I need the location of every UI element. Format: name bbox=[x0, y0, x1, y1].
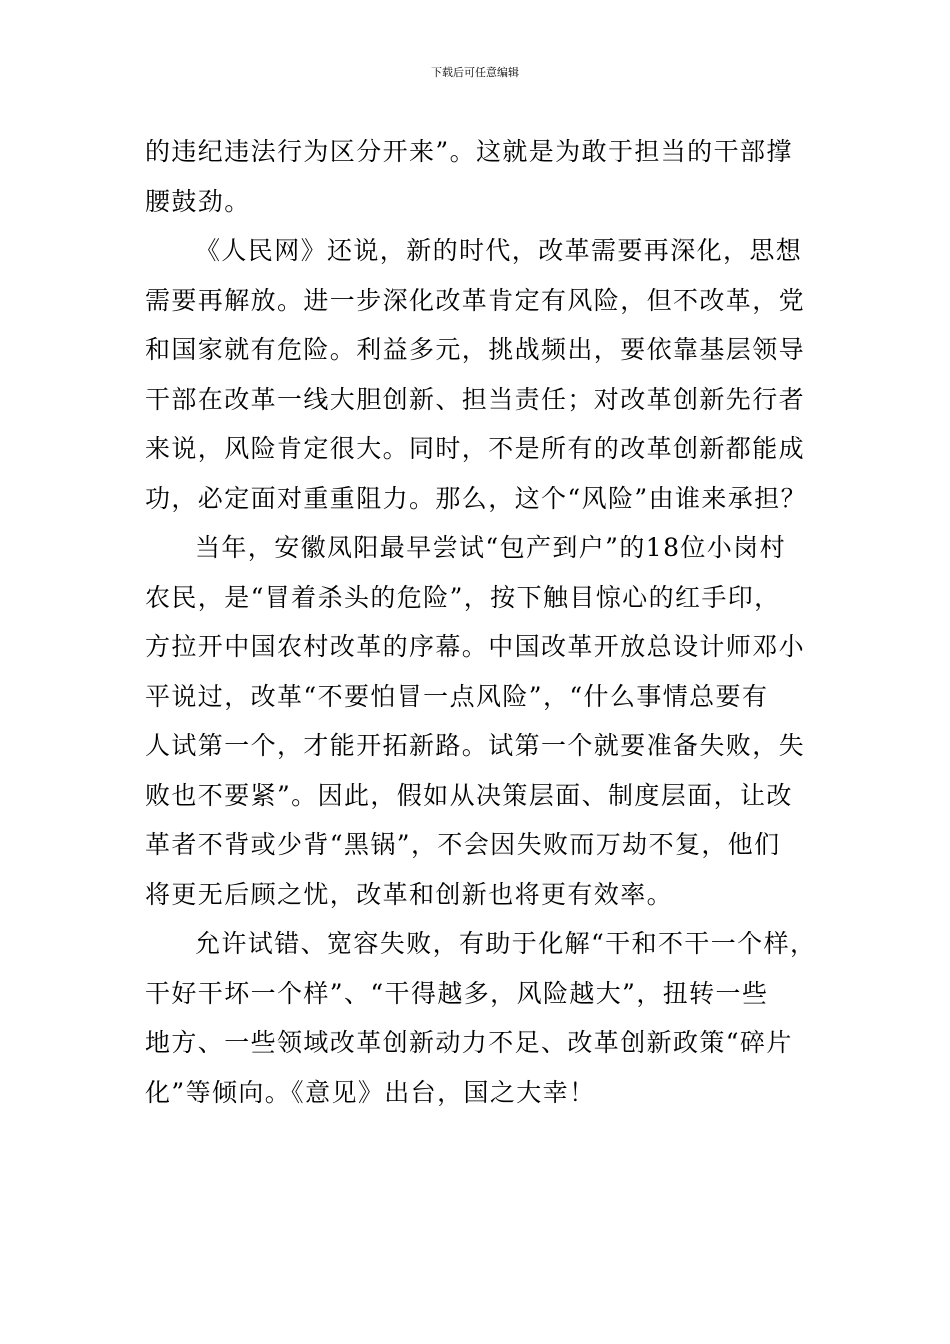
text-line: 干好干坏一个样”、“干得越多，风险越大”，扭转一些 bbox=[145, 978, 769, 1008]
text-line: 方拉开中国农村改革的序幕。中国改革开放总设计师邓小 bbox=[145, 632, 806, 661]
text-line: 的违纪违法行为区分开来”。这就是为敢于担当的干部撑 bbox=[145, 137, 793, 166]
text-line: 《人民网》还说，新的时代，改革需要再深化，思想 bbox=[195, 236, 803, 265]
body-text bbox=[145, 127, 821, 1117]
text-line: 平说过，改革“不要怕冒一点风险”，“什么事情总要有 bbox=[145, 681, 769, 711]
text-line: 功，必定面对重重阻力。那么，这个“风险”由谁来承担？ bbox=[145, 483, 807, 513]
text-line: 人试第一个，才能开拓新路。试第一个就要准备失败，失 bbox=[145, 731, 806, 760]
text-line: 地方、一些领域改革创新动力不足、改革创新政策“碎片 bbox=[145, 1028, 793, 1057]
text-line: 来说，风险肯定很大。同时，不是所有的改革创新都能成 bbox=[145, 434, 806, 463]
page-header: 下载后可任意编辑 bbox=[431, 66, 519, 79]
text-line: 化”等倾向。《意见》出台，国之大幸！ bbox=[145, 1077, 596, 1107]
text-line: 将更无后顾之忧，改革和创新也将更有效率。 bbox=[145, 879, 674, 909]
text-line: 当年，安徽凤阳最早尝试“包产到户”的18位小岗村 bbox=[195, 533, 786, 562]
text-line: 需要再解放。进一步深化改革肯定有风险，但不改革，党 bbox=[145, 285, 806, 315]
text-line: 败也不要紧”。因此，假如从决策层面、制度层面，让改 bbox=[145, 780, 793, 810]
text-line: 允许试错、宽容失败，有助于化解“干和不干一个样， bbox=[195, 929, 817, 958]
text-line: 干部在改革一线大胆创新、担当责任；对改革创新先行者 bbox=[145, 384, 806, 414]
text-line: 腰鼓劲。 bbox=[145, 186, 251, 216]
text-line: 农民，是“冒着杀头的危险”，按下触目惊心的红手印， bbox=[145, 582, 781, 612]
text-line: 和国家就有危险。利益多元，挑战频出，要依靠基层领导 bbox=[145, 335, 806, 364]
text-line: 革者不背或少背“黑锅”，不会因失败而万劫不复，他们 bbox=[145, 830, 781, 859]
